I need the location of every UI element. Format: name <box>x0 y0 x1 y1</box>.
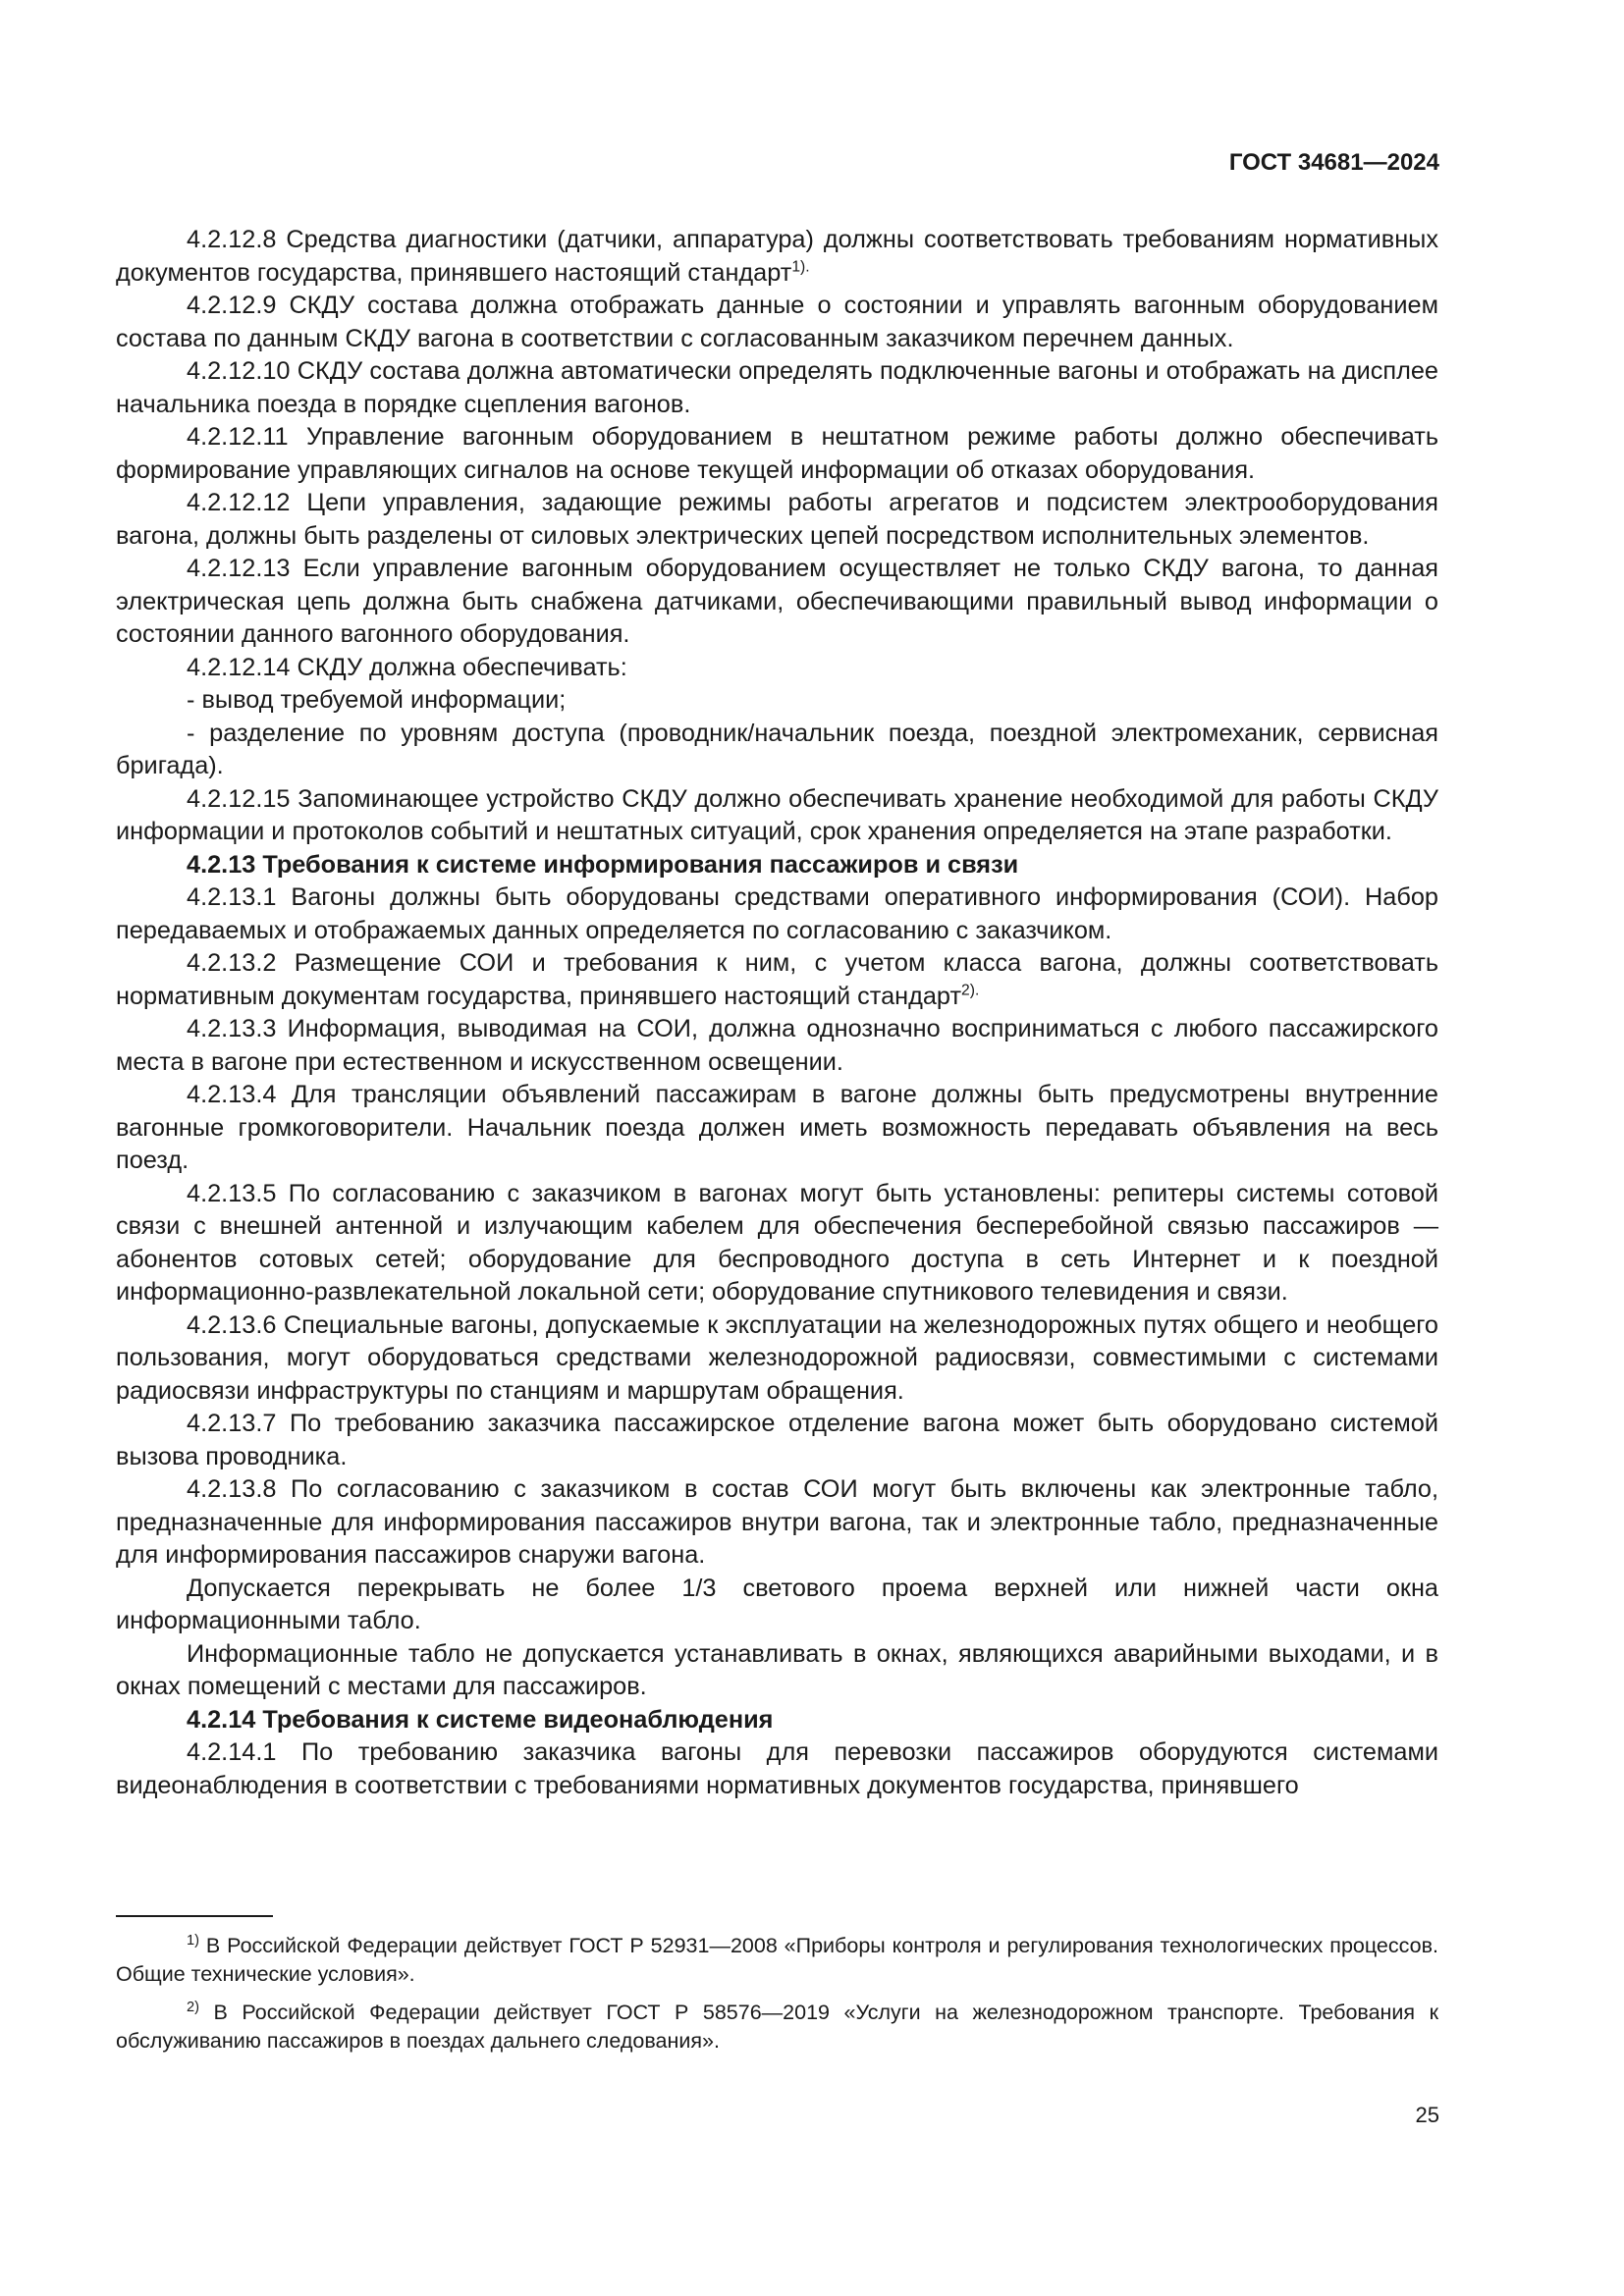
footnotes <box>116 1932 1438 2065</box>
footnote-text: В Российской Федерации действует ГОСТ Р 58576—2019 «Услуги на железнодорожном транспорте. Требования к обслуживанию пассажиров в поездах дальнего следования». <box>116 2001 1438 2053</box>
paragraph-text: 4.2.13.4 Для трансляции объявлений пассажирам в вагоне должны быть предусмотрены внутренние вагонные громкоговорители. Начальник поезда должен иметь возможность передавать объявления на весь поезд. <box>116 1081 1438 1174</box>
footnote-text: В Российской Федерации действует ГОСТ Р 52931—2008 «Приборы контроля и регулирования технологических процессов. Общие технические условия». <box>116 1934 1438 1986</box>
paragraph <box>116 290 1438 355</box>
paragraph <box>116 1013 1438 1079</box>
paragraph-text: Допускается перекрывать не более 1/3 светового проема верхней или нижней части окна информационными табло. <box>116 1574 1438 1634</box>
footnote <box>116 1932 1438 1989</box>
paragraph <box>116 553 1438 652</box>
paragraph-text: Информационные табло не допускается устанавливать в окнах, являющихся аварийными выходами, и в окнах помещений с местами для пассажиров. <box>116 1639 1438 1700</box>
paragraph <box>116 1408 1438 1473</box>
paragraph-text: 4.2.13.6 Специальные вагоны, допускаемые к эксплуатации на железнодорожных путях общего и необщего пользования, могут оборудоваться средствами железнодорожной радиосвязи, совместимыми с системами радиосвязи инфраструктуры по станциям и маршрутам обращения. <box>116 1310 1438 1405</box>
paragraph <box>116 224 1438 290</box>
paragraph <box>116 487 1438 553</box>
section-heading <box>116 1704 1438 1737</box>
paragraph-text: 4.2.12.12 Цепи управления, задающие режимы работы агрегатов и подсистем электрооборудования вагона, должны быть разделены от силовых электрических цепей посредством исполнительных элементов. <box>116 489 1438 550</box>
footnote-reference: 2). <box>961 982 980 999</box>
paragraph-text: 4.2.12.11 Управление вагонным оборудованием в нештатном режиме работы должно обеспечивать формирование управляющих сигналов на основе текущей информации об отказах оборудования. <box>116 423 1438 484</box>
paragraph <box>116 1473 1438 1573</box>
paragraph-text: 4.2.12.14 СКДУ должна обеспечивать: <box>187 653 627 681</box>
footnote-mark: 1) <box>187 1932 199 1949</box>
paragraph <box>116 1178 1438 1309</box>
footnote-mark: 2) <box>187 1999 199 2015</box>
document-header: ГОСТ 34681—2024 <box>1228 149 1439 176</box>
section-heading <box>116 849 1438 882</box>
paragraph-text: 4.2.14.1 По требованию заказчика вагоны для перевозки пассажиров оборудуются системами видеонаблюдения в соответствии с требованиями нормативных документов государства, принявшего <box>116 1738 1438 1799</box>
paragraph-text: 4.2.12.8 Средства диагностики (датчики, аппаратура) должны соответствовать требованиям нормативных документов государства, принявшего настоящий стандарт <box>116 226 1438 287</box>
paragraph-text: 4.2.13.7 По требованию заказчика пассажирское отделение вагона может быть оборудовано системой вызова проводника. <box>116 1410 1438 1470</box>
paragraph-text: 4.2.12.9 СКДУ состава должна отображать данные о состоянии и управлять вагонным оборудованием состава по данным СКДУ вагона в соответствии с согласованным заказчиком перечнем данных. <box>116 292 1438 352</box>
paragraph <box>116 718 1438 783</box>
paragraph <box>116 1638 1438 1704</box>
footnote-separator <box>116 1915 273 1917</box>
paragraph <box>116 355 1438 421</box>
paragraph-text: 4.2.13.1 Вагоны должны быть оборудованы средствами оперативного информирования (СОИ). Набор передаваемых и отображаемых данных определяется по согласованию с заказчиком. <box>116 883 1438 944</box>
paragraph <box>116 684 1438 718</box>
paragraph-text: 4.2.13.8 По согласованию с заказчиком в состав СОИ могут быть включены как электронные табло, предназначенные для информирования пассажиров внутри вагона, так и электронные табло, предназначенные для информирования пассажиров снаружи вагона. <box>116 1475 1438 1569</box>
paragraph <box>116 652 1438 685</box>
paragraph-text: 4.2.12.10 СКДУ состава должна автоматически определять подключенные вагоны и отображать на дисплее начальника поезда в порядке сцепления вагонов. <box>116 357 1438 418</box>
page-number: 25 <box>1415 2103 1439 2127</box>
paragraph-text: 4.2.13.2 Размещение СОИ и требования к ним, с учетом класса вагона, должны соответствовать нормативным документам государства, принявшего настоящий стандарт <box>116 949 1438 1010</box>
paragraph-text: 4.2.13.5 По согласованию с заказчиком в вагонах могут быть установлены: репитеры системы сотовой связи с внешней антенной и излучающим кабелем для обеспечения бесперебойной связью пассажиров — абонентов сотовых сетей; оборудование для беспроводного доступа в сеть Интернет и к поездной информационно-развлекательной локальной сети; оборудование спутникового телевидения и связи. <box>116 1179 1438 1306</box>
paragraph <box>116 1573 1438 1638</box>
footnote <box>116 1999 1438 2056</box>
paragraph <box>116 783 1438 849</box>
paragraph-text: 4.2.14 Требования к системе видеонаблюдения <box>187 1705 774 1734</box>
paragraph-text: - вывод требуемой информации; <box>187 686 567 714</box>
paragraph-text: 4.2.13 Требования к системе информирования пассажиров и связи <box>187 850 1019 879</box>
paragraph <box>116 421 1438 487</box>
paragraph-text: - разделение по уровням доступа (проводник/начальник поезда, поездной электромеханик, сервисная бригада). <box>116 719 1438 779</box>
paragraph <box>116 1079 1438 1178</box>
paragraph-text: 4.2.13.3 Информация, выводимая на СОИ, должна однозначно восприниматься с любого пассажирского места в вагоне при естественном и искусственном освещении. <box>116 1015 1438 1076</box>
footnote-reference: 1). <box>791 258 810 276</box>
paragraph-text: 4.2.12.13 Если управление вагонным оборудованием осуществляет не только СКДУ вагона, то данная электрическая цепь должна быть снабжена датчиками, обеспечивающими правильный вывод информации о состоянии данного вагонного оборудования. <box>116 555 1438 648</box>
paragraph <box>116 1309 1438 1409</box>
document-body <box>116 224 1438 1802</box>
paragraph <box>116 947 1438 1013</box>
paragraph <box>116 1736 1438 1802</box>
paragraph-text: 4.2.12.15 Запоминающее устройство СКДУ должно обеспечивать хранение необходимой для работы СКДУ информации и протоколов событий и нештатных ситуаций, срок хранения определяется на этапе разработки. <box>116 784 1438 845</box>
paragraph <box>116 881 1438 947</box>
